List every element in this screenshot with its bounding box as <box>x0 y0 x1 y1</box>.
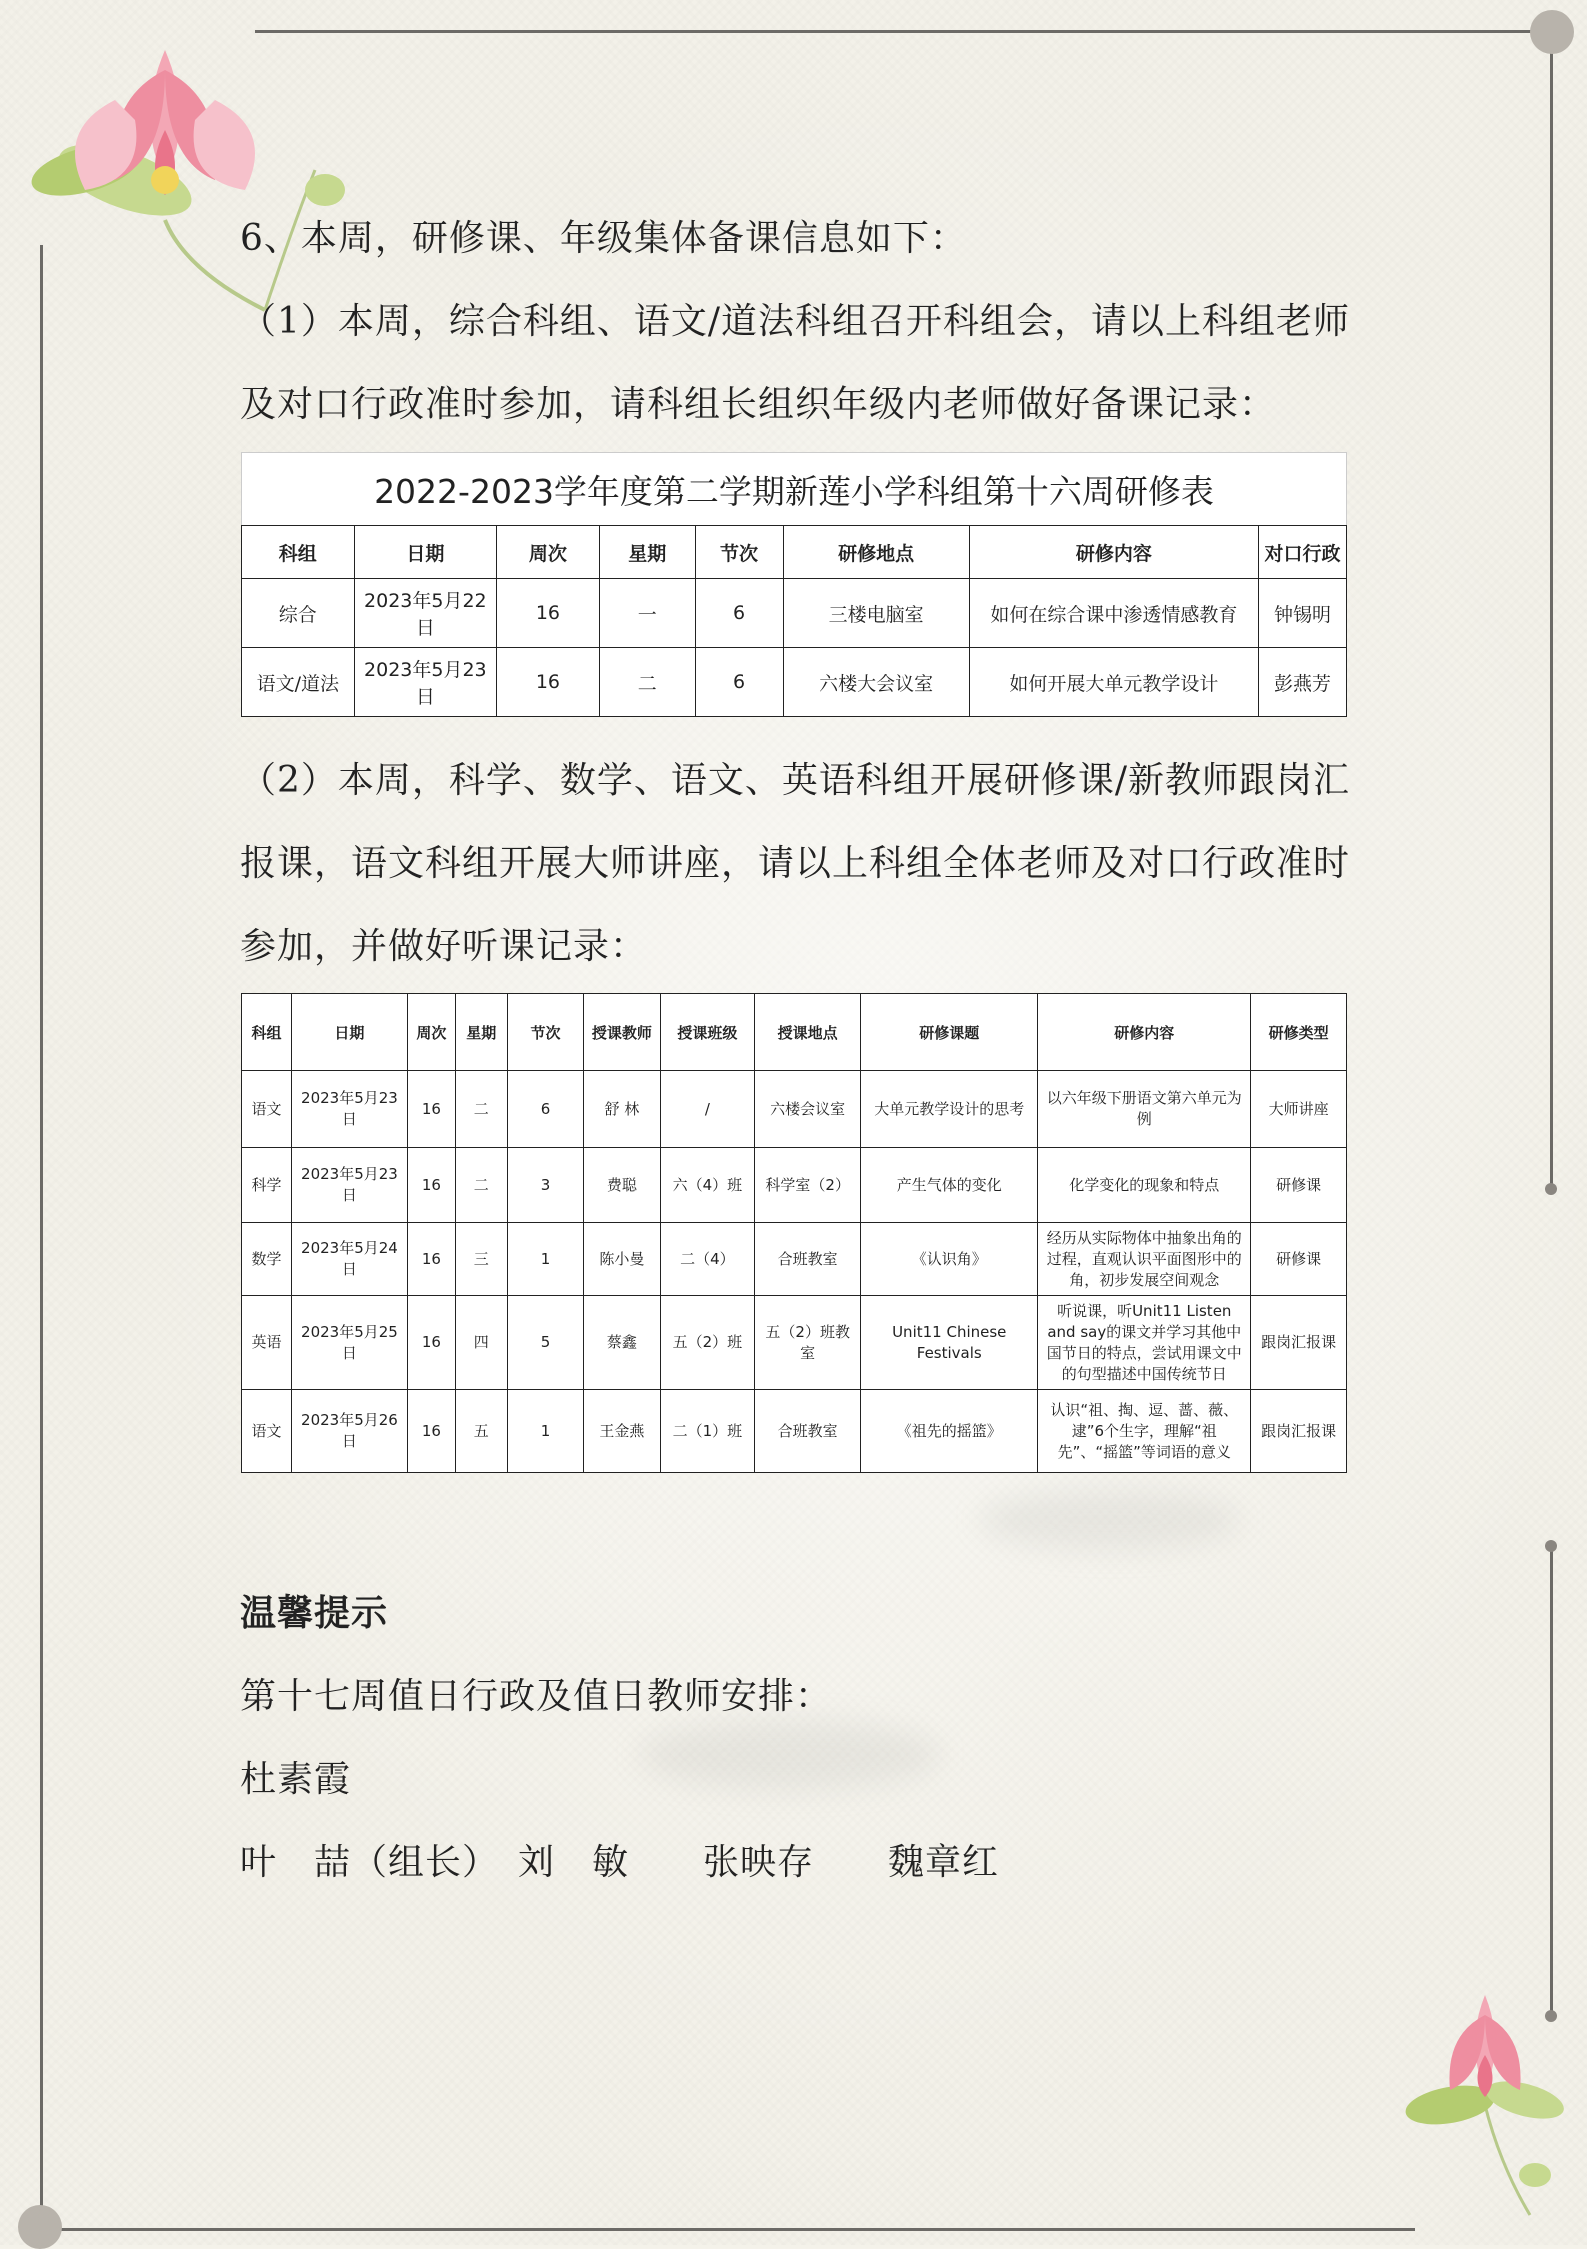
cell: 彭燕芳 <box>1259 648 1347 717</box>
cell: 合班教室 <box>755 1223 861 1296</box>
cell: 跟岗汇报课 <box>1251 1296 1347 1390</box>
frame-corner-dot <box>18 2205 62 2249</box>
header-cell: 研修内容 <box>969 526 1258 579</box>
cell: 二 <box>455 1071 507 1148</box>
table-row <box>242 1296 1347 1390</box>
frame-right-line-lower <box>1550 1548 1553 2018</box>
table-header-row <box>242 994 1347 1071</box>
header-cell: 周次 <box>407 994 455 1071</box>
cell: 《认识角》 <box>861 1223 1038 1296</box>
cell: 研修课 <box>1251 1148 1347 1223</box>
cell: 一 <box>599 579 695 648</box>
research-table-week16 <box>241 452 1347 717</box>
tips-line-1: 第十七周值日行政及值日教师安排： <box>240 1676 833 1717</box>
frame-joint-dot <box>1545 1540 1557 1552</box>
cell: 2023年5月26日 <box>291 1390 407 1473</box>
header-cell: 日期 <box>291 994 407 1071</box>
lotus-flower-top-left-icon <box>15 10 345 330</box>
cell: 2023年5月23日 <box>291 1071 407 1148</box>
header-cell: 研修地点 <box>783 526 969 579</box>
cell: 蔡鑫 <box>584 1296 660 1390</box>
cell: 二（4） <box>660 1223 755 1296</box>
cell: 综合 <box>242 579 355 648</box>
cell: Unit11 Chinese Festivals <box>861 1296 1038 1390</box>
header-cell: 星期 <box>599 526 695 579</box>
cell: 六楼会议室 <box>755 1071 861 1148</box>
cell: 语文 <box>242 1071 292 1148</box>
ink-wash-decoration <box>980 1490 1240 1550</box>
table-row <box>242 1071 1347 1148</box>
cell: 科学 <box>242 1148 292 1223</box>
frame-top-line <box>255 30 1550 33</box>
header-cell: 节次 <box>695 526 783 579</box>
frame-corner-dot <box>1530 10 1574 54</box>
cell: 六楼大会议室 <box>783 648 969 717</box>
cell: 研修课 <box>1251 1223 1347 1296</box>
header-cell: 研修课题 <box>861 994 1038 1071</box>
cell: 二（1）班 <box>660 1390 755 1473</box>
cell: 16 <box>407 1390 455 1473</box>
header-cell: 科组 <box>242 994 292 1071</box>
cell: 费聪 <box>584 1148 660 1223</box>
tips-line-3: 叶 喆（组长） 刘 敏 张映存 魏章红 <box>240 1842 1000 1883</box>
frame-bottom-line <box>40 2228 1415 2231</box>
cell: 认识“祖、掏、逗、蔷、薇、逮”6个生字，理解“祖先”、“摇篮”等词语的意义 <box>1038 1390 1251 1473</box>
cell: 2023年5月25日 <box>291 1296 407 1390</box>
cell: 舒 林 <box>584 1071 660 1148</box>
cell: 2023年5月22日 <box>354 579 496 648</box>
frame-right-line <box>1550 30 1553 1190</box>
cell: 6 <box>695 579 783 648</box>
cell: 1 <box>507 1390 583 1473</box>
cell: 3 <box>507 1148 583 1223</box>
cell: 16 <box>407 1223 455 1296</box>
cell: 16 <box>407 1296 455 1390</box>
table-header-row <box>242 526 1347 579</box>
cell: 16 <box>407 1071 455 1148</box>
cell: 16 <box>497 648 600 717</box>
header-cell: 授课教师 <box>584 994 660 1071</box>
table-row <box>242 579 1347 648</box>
cell: 大单元教学设计的思考 <box>861 1071 1038 1148</box>
header-cell: 节次 <box>507 994 583 1071</box>
lotus-flower-bottom-right-icon <box>1390 1975 1580 2225</box>
cell: 王金燕 <box>584 1390 660 1473</box>
paragraph-2-line-1: （2）本周，科学、数学、语文、英语科组开展研修课/新教师跟岗汇 <box>240 760 1351 801</box>
cell: 三楼电脑室 <box>783 579 969 648</box>
cell: 五 <box>455 1390 507 1473</box>
cell: 语文/道法 <box>242 648 355 717</box>
cell: 钟锡明 <box>1259 579 1347 648</box>
cell: 五（2）班 <box>660 1296 755 1390</box>
cell: / <box>660 1071 755 1148</box>
header-cell: 对口行政 <box>1259 526 1347 579</box>
intro-line: 6、本周，研修课、年级集体备课信息如下： <box>240 218 967 259</box>
paragraph-1-line-1: （1）本周，综合科组、语文/道法科组召开科组会，请以上科组老师 <box>240 301 1351 342</box>
header-cell: 周次 <box>497 526 600 579</box>
table-row <box>242 1223 1347 1296</box>
paragraph-2-line-2: 报课，语文科组开展大师讲座，请以上科组全体老师及对口行政准时 <box>240 843 1351 884</box>
tips-line-2: 杜素霞 <box>240 1759 352 1800</box>
cell: 四 <box>455 1296 507 1390</box>
paragraph-1-line-2: 及对口行政准时参加，请科组长组织年级内老师做好备课记录： <box>240 384 1277 425</box>
header-cell: 研修类型 <box>1251 994 1347 1071</box>
table-row <box>242 648 1347 717</box>
table-row <box>242 1390 1347 1473</box>
cell: 2023年5月23日 <box>354 648 496 717</box>
cell: 合班教室 <box>755 1390 861 1473</box>
cell: 如何开展大单元教学设计 <box>969 648 1258 717</box>
cell: 1 <box>507 1223 583 1296</box>
cell: 语文 <box>242 1390 292 1473</box>
cell: 陈小曼 <box>584 1223 660 1296</box>
frame-left-line <box>40 245 43 2230</box>
cell: 六（4）班 <box>660 1148 755 1223</box>
cell: 2023年5月24日 <box>291 1223 407 1296</box>
cell: 16 <box>497 579 600 648</box>
cell: 数学 <box>242 1223 292 1296</box>
cell: 5 <box>507 1296 583 1390</box>
lesson-schedule-table <box>241 993 1347 1473</box>
cell: 二 <box>599 648 695 717</box>
cell: 三 <box>455 1223 507 1296</box>
cell: 跟岗汇报课 <box>1251 1390 1347 1473</box>
table-title: 2022-2023学年度第二学期新莲小学科组第十六周研修表 <box>242 453 1347 526</box>
header-cell: 科组 <box>242 526 355 579</box>
cell: 化学变化的现象和特点 <box>1038 1148 1251 1223</box>
header-cell: 日期 <box>354 526 496 579</box>
cell: 6 <box>507 1071 583 1148</box>
cell: 以六年级下册语文第六单元为例 <box>1038 1071 1251 1148</box>
cell: 经历从实际物体中抽象出角的过程，直观认识平面图形中的角，初步发展空间观念 <box>1038 1223 1251 1296</box>
cell: 《祖先的摇篮》 <box>861 1390 1038 1473</box>
cell: 6 <box>695 648 783 717</box>
header-cell: 授课班级 <box>660 994 755 1071</box>
header-cell: 星期 <box>455 994 507 1071</box>
cell: 16 <box>407 1148 455 1223</box>
cell: 大师讲座 <box>1251 1071 1347 1148</box>
ink-wash-decoration <box>640 1720 940 1790</box>
header-cell: 研修内容 <box>1038 994 1251 1071</box>
table-row <box>242 1148 1347 1223</box>
cell: 如何在综合课中渗透情感教育 <box>969 579 1258 648</box>
cell: 二 <box>455 1148 507 1223</box>
tips-heading: 温馨提示 <box>240 1592 389 1634</box>
header-cell: 授课地点 <box>755 994 861 1071</box>
cell: 听说课，听Unit11 Listen and say的课文并学习其他中国节日的特点，尝试用课文中的句型描述中国传统节日 <box>1038 1296 1251 1390</box>
cell: 英语 <box>242 1296 292 1390</box>
cell: 五（2）班教室 <box>755 1296 861 1390</box>
cell: 2023年5月23日 <box>291 1148 407 1223</box>
cell: 科学室（2） <box>755 1148 861 1223</box>
cell: 产生气体的变化 <box>861 1148 1038 1223</box>
paragraph-2-line-3: 参加，并做好听课记录： <box>240 926 648 967</box>
frame-joint-dot <box>1545 1183 1557 1195</box>
